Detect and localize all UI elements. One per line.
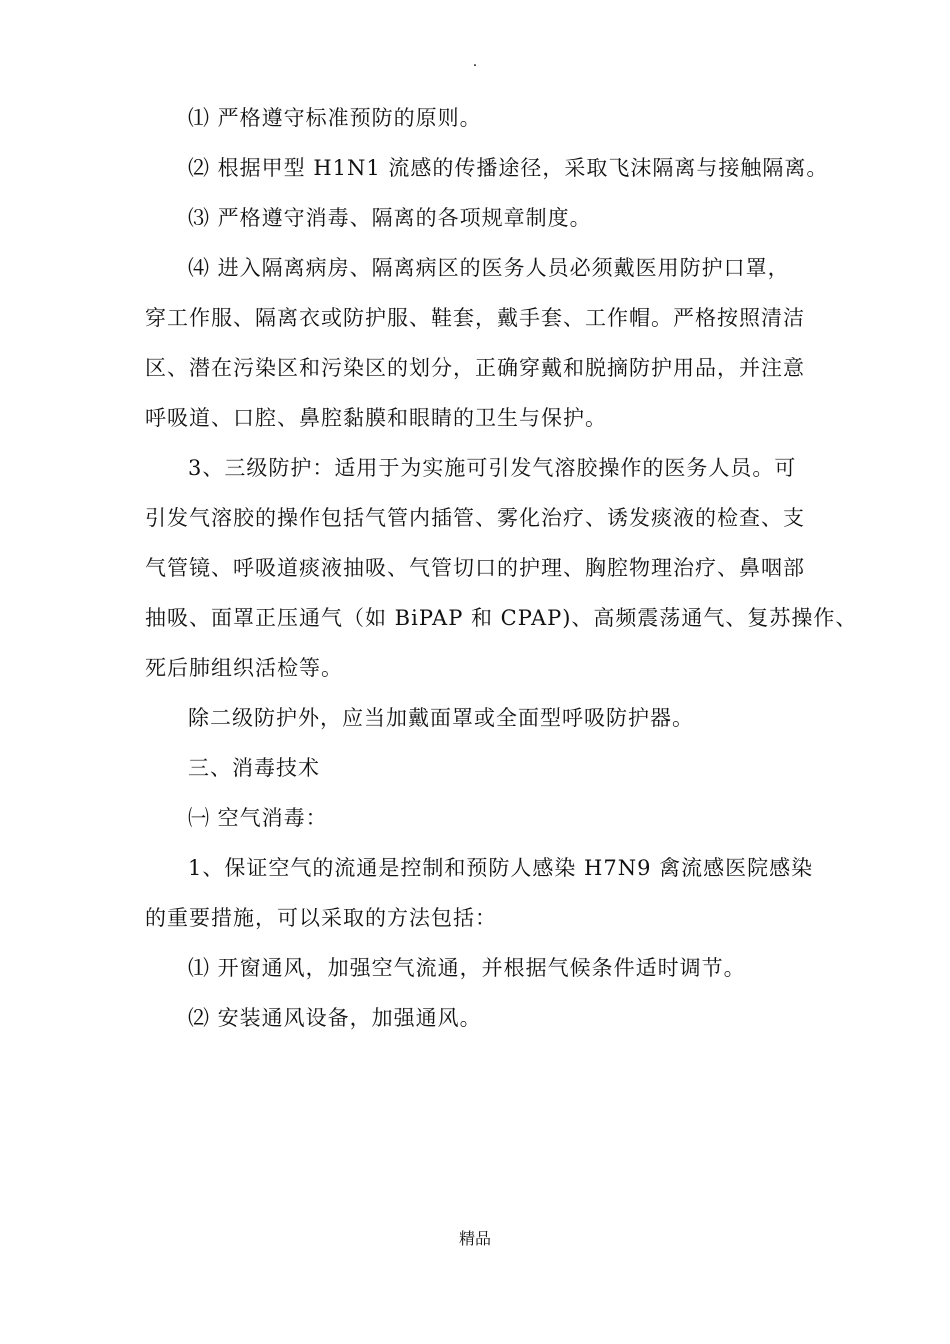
paragraph-line: ⑴ 严格遵守标准预防的原则。	[188, 106, 482, 130]
paragraph-line: 除二级防护外，应当加戴面罩或全面型呼吸防护器。	[188, 706, 694, 730]
paragraph-line: 3、三级防护：适用于为实施可引发气溶胶操作的医务人员。可	[188, 456, 797, 480]
paragraph-line: 抽吸、面罩正压通气（如 BiPAP 和 CPAP)、高频震荡通气、复苏操作、	[145, 606, 858, 630]
paragraph-line: 的重要措施，可以采取的方法包括：	[145, 906, 497, 930]
footer-text: 精品	[458, 1229, 491, 1248]
paragraph-line: 引发气溶胶的操作包括气管内插管、雾化治疗、诱发痰液的检查、支	[145, 506, 805, 530]
paragraph-line: 呼吸道、口腔、鼻腔黏膜和眼睛的卫生与保护。	[145, 406, 607, 430]
paragraph-line: ⑶ 严格遵守消毒、隔离的各项规章制度。	[188, 206, 592, 230]
subsection-heading: ㈠ 空气消毒：	[188, 806, 328, 830]
paragraph-line: 穿工作服、隔离衣或防护服、鞋套，戴手套、工作帽。严格按照清洁	[145, 306, 805, 330]
paragraph-line: 死后肺组织活检等。	[145, 656, 343, 680]
paragraph-line: 区、潜在污染区和污染区的划分，正确穿戴和脱摘防护用品，并注意	[145, 356, 805, 380]
paragraph-line: ⑵ 安装通风设备，加强通风。	[188, 1006, 482, 1030]
paragraph-line: 1、保证空气的流通是控制和预防人感染 H7N9 禽流感医院感染	[188, 856, 814, 880]
header-dot: .	[472, 54, 478, 70]
paragraph-line: ⑴ 开窗通风，加强空气流通，并根据气候条件适时调节。	[188, 956, 746, 980]
paragraph-line: ⑷ 进入隔离病房、隔离病区的医务人员必须戴医用防护口罩，	[188, 256, 790, 280]
paragraph-line: ⑵ 根据甲型 H1N1 流感的传播途径，采取飞沫隔离与接触隔离。	[188, 156, 829, 180]
section-heading: 三、消毒技术	[188, 756, 320, 780]
paragraph-line: 气管镜、呼吸道痰液抽吸、气管切口的护理、胸腔物理治疗、鼻咽部	[145, 556, 805, 580]
